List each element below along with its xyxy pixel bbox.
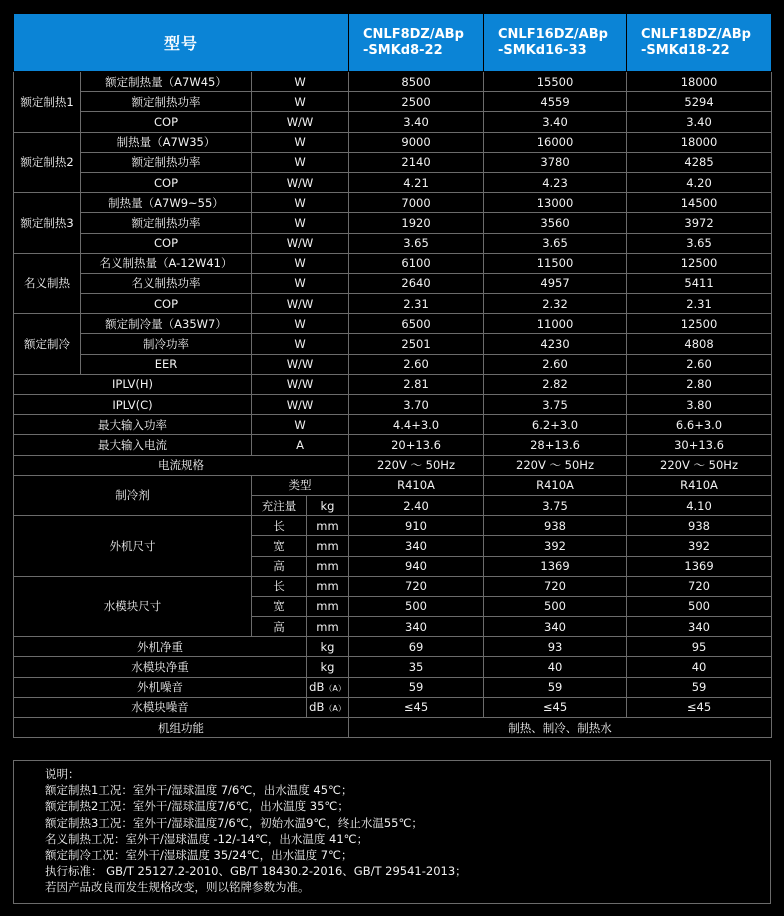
value-cell: ≤45 — [627, 697, 772, 717]
value-cell: 4808 — [627, 334, 772, 354]
value-cell: 3.75 — [484, 395, 627, 415]
spec-row — [14, 72, 772, 92]
unit-cell: W/W — [252, 374, 349, 394]
value-cell: 9000 — [349, 132, 484, 152]
unit-cell: W/W — [252, 354, 349, 374]
item-label: 额定制冷量（A35W7） — [81, 314, 252, 334]
value-cell: 720 — [349, 576, 484, 596]
value-cell: 392 — [627, 536, 772, 556]
item-label: 额定制热功率 — [81, 152, 252, 172]
unit-cell: mm — [307, 536, 349, 556]
value-cell: 2.31 — [349, 294, 484, 314]
spec-row — [14, 718, 772, 738]
value-cell: 4.10 — [627, 495, 772, 515]
sub-label: 高 — [252, 556, 307, 576]
spec-row — [14, 435, 772, 455]
item-label: 机组功能 — [14, 718, 349, 738]
value-cell: 59 — [484, 677, 627, 697]
unit-cell: W — [252, 72, 349, 92]
item-label: EER — [81, 354, 252, 374]
sub-label: 长 — [252, 576, 307, 596]
value-cell: 16000 — [484, 132, 627, 152]
value-cell: 3.65 — [627, 233, 772, 253]
value-cell: 500 — [484, 596, 627, 616]
value-cell: 4285 — [627, 152, 772, 172]
item-label: 水模块噪音 — [14, 697, 307, 717]
value-cell: R410A — [349, 475, 484, 495]
item-label: COP — [81, 233, 252, 253]
unit-cell: W — [252, 253, 349, 273]
model-name: CNLF16DZ/ABp -SMKd16-33 — [484, 14, 627, 72]
value-cell: 3972 — [627, 213, 772, 233]
unit-cell: mm — [307, 596, 349, 616]
unit-cell: W/W — [252, 294, 349, 314]
group-label: 额定制热2 — [14, 132, 81, 193]
unit-cell: mm — [307, 516, 349, 536]
note-line: 额定制冷工况：室外干/湿球温度 35/24℃，出水温度 7℃； — [45, 848, 353, 863]
value-cell: 6.2+3.0 — [484, 415, 627, 435]
header-row — [14, 14, 772, 72]
unit-subscript: （A） — [324, 684, 346, 694]
spec-row — [14, 253, 772, 273]
value-cell: ≤45 — [484, 697, 627, 717]
value-cell: 720 — [627, 576, 772, 596]
spec-row — [14, 132, 772, 152]
item-label: 额定制热功率 — [81, 213, 252, 233]
spec-row — [14, 294, 772, 314]
value-cell: 69 — [349, 637, 484, 657]
value-cell: 8500 — [349, 72, 484, 92]
unit-cell — [307, 637, 349, 657]
spec-row — [14, 475, 772, 495]
item-label: 水模块净重 — [14, 657, 307, 677]
value-cell: 2500 — [349, 92, 484, 112]
unit-cell: W — [252, 213, 349, 233]
spec-row — [14, 152, 772, 172]
value-cell: 2.60 — [627, 354, 772, 374]
item-label: 外机噪音 — [14, 677, 307, 697]
value-cell: 7000 — [349, 193, 484, 213]
value-cell: ≤45 — [349, 697, 484, 717]
group-label: 额定制热3 — [14, 193, 81, 254]
value-cell: 2.80 — [627, 374, 772, 394]
unit-cell: mm — [307, 617, 349, 637]
value-cell: 40 — [627, 657, 772, 677]
unit-cell: kg — [307, 495, 349, 515]
value-cell: 59 — [627, 677, 772, 697]
unit-cell: W/W — [252, 395, 349, 415]
sub-label: 类型 — [252, 475, 349, 495]
value-cell: 4.23 — [484, 172, 627, 192]
value-cell: 220V ～ 50Hz — [627, 455, 772, 475]
value-cell: 3.40 — [627, 112, 772, 132]
item-label: 额定制热量（A7W45） — [81, 72, 252, 92]
spec-row — [14, 233, 772, 253]
spec-row — [14, 213, 772, 233]
item-label: IPLV(H) — [14, 374, 252, 394]
value-cell: 2.60 — [484, 354, 627, 374]
unit-cell: W/W — [252, 172, 349, 192]
value-cell: 3.40 — [484, 112, 627, 132]
value-cell: 340 — [349, 617, 484, 637]
notes-title: 说明： — [45, 767, 80, 781]
value-cell: 2501 — [349, 334, 484, 354]
item-label: 名义制热功率 — [81, 273, 252, 293]
notes-box — [13, 760, 771, 904]
spec-row — [14, 657, 772, 677]
unit-text: dB — [309, 680, 325, 695]
item-label: 最大输入电流 — [14, 435, 252, 455]
model-name: CNLF18DZ/ABp -SMKd18-22 — [627, 14, 772, 72]
group-label: 额定制冷 — [14, 314, 81, 375]
value-cell: 13000 — [484, 193, 627, 213]
value-cell: 制热、制冷、制热水 — [349, 718, 772, 738]
value-cell: 6.6+3.0 — [627, 415, 772, 435]
value-cell: 5411 — [627, 273, 772, 293]
group-label: 水模块尺寸 — [14, 576, 252, 637]
value-cell: 3.80 — [627, 395, 772, 415]
spec-row — [14, 112, 772, 132]
notes-content — [45, 766, 467, 896]
spec-table — [13, 13, 772, 738]
value-cell: 220V ～ 50Hz — [484, 455, 627, 475]
value-cell: 340 — [349, 536, 484, 556]
unit-cell — [307, 697, 349, 717]
unit-subscript: （A） — [324, 704, 346, 714]
value-cell: 1369 — [484, 556, 627, 576]
spec-row — [14, 374, 772, 394]
value-cell: 40 — [484, 657, 627, 677]
spec-row — [14, 637, 772, 657]
value-cell: 95 — [627, 637, 772, 657]
spec-row — [14, 273, 772, 293]
value-cell: 938 — [484, 516, 627, 536]
value-cell: 28+13.6 — [484, 435, 627, 455]
value-cell: 2.40 — [349, 495, 484, 515]
value-cell: 4230 — [484, 334, 627, 354]
spec-row — [14, 516, 772, 536]
unit-cell — [307, 657, 349, 677]
sub-label: 充注量 — [252, 495, 307, 515]
value-cell: 30+13.6 — [627, 435, 772, 455]
value-cell: 3560 — [484, 213, 627, 233]
value-cell: R410A — [484, 475, 627, 495]
item-label: 电流规格 — [14, 455, 349, 475]
value-cell: 14500 — [627, 193, 772, 213]
item-label: 名义制热量（A-12W41） — [81, 253, 252, 273]
value-cell: 18000 — [627, 132, 772, 152]
model-header: 型号 — [14, 14, 349, 72]
spec-row — [14, 395, 772, 415]
unit-cell — [307, 677, 349, 697]
value-cell: 2140 — [349, 152, 484, 172]
item-label: IPLV(C) — [14, 395, 252, 415]
value-cell: 11000 — [484, 314, 627, 334]
value-cell: 3.65 — [349, 233, 484, 253]
value-cell: 2640 — [349, 273, 484, 293]
spec-row — [14, 415, 772, 435]
value-cell: 340 — [627, 617, 772, 637]
unit-text: kg — [320, 639, 335, 654]
item-label: COP — [81, 294, 252, 314]
unit-cell: W — [252, 334, 349, 354]
unit-cell: W — [252, 314, 349, 334]
unit-cell: W — [252, 152, 349, 172]
item-label: 额定制热功率 — [81, 92, 252, 112]
value-cell: 938 — [627, 516, 772, 536]
item-label: COP — [81, 172, 252, 192]
value-cell: 940 — [349, 556, 484, 576]
value-cell: 12500 — [627, 253, 772, 273]
value-cell: 1369 — [627, 556, 772, 576]
value-cell: 20+13.6 — [349, 435, 484, 455]
value-cell: 4957 — [484, 273, 627, 293]
item-label: 最大输入功率 — [14, 415, 252, 435]
value-cell: 500 — [627, 596, 772, 616]
sub-label: 长 — [252, 516, 307, 536]
value-cell: 3.70 — [349, 395, 484, 415]
spec-row — [14, 697, 772, 717]
value-cell: 910 — [349, 516, 484, 536]
value-cell: R410A — [627, 475, 772, 495]
value-cell: 2.82 — [484, 374, 627, 394]
value-cell: 35 — [349, 657, 484, 677]
value-cell: 4.4+3.0 — [349, 415, 484, 435]
value-cell: 15500 — [484, 72, 627, 92]
unit-cell: W — [252, 132, 349, 152]
value-cell: 11500 — [484, 253, 627, 273]
value-cell: 3780 — [484, 152, 627, 172]
note-line: 名义制热工况：室外干/湿球温度 -12/-14℃，出水温度 41℃； — [45, 831, 369, 846]
item-label: 外机净重 — [14, 637, 307, 657]
value-cell: 4559 — [484, 92, 627, 112]
spec-row — [14, 354, 772, 374]
value-cell: 3.75 — [484, 495, 627, 515]
sub-label: 高 — [252, 617, 307, 637]
value-cell: 3.65 — [484, 233, 627, 253]
spec-row — [14, 677, 772, 697]
value-cell: 1920 — [349, 213, 484, 233]
group-label: 外机尺寸 — [14, 516, 252, 577]
unit-cell: W — [252, 273, 349, 293]
unit-cell: W — [252, 193, 349, 213]
note-line: 额定制热3工况：室外干/湿球温度7/6℃，初始水温9℃，终止水温55℃； — [45, 815, 423, 830]
item-label: 制冷功率 — [81, 334, 252, 354]
group-label: 名义制热 — [14, 253, 81, 314]
value-cell: 2.60 — [349, 354, 484, 374]
spec-row — [14, 172, 772, 192]
spec-row — [14, 193, 772, 213]
value-cell: 6500 — [349, 314, 484, 334]
value-cell: 2.81 — [349, 374, 484, 394]
note-line: 额定制热2工况：室外干/湿球温度7/6℃，出水温度 35℃； — [45, 799, 349, 814]
value-cell: 4.20 — [627, 172, 772, 192]
unit-cell: W — [252, 415, 349, 435]
value-cell: 3.40 — [349, 112, 484, 132]
value-cell: 59 — [349, 677, 484, 697]
value-cell: 2.32 — [484, 294, 627, 314]
spec-row — [14, 334, 772, 354]
unit-cell: mm — [307, 576, 349, 596]
item-label: 制热量（A7W9~55） — [81, 193, 252, 213]
value-cell: 720 — [484, 576, 627, 596]
group-label: 额定制热1 — [14, 72, 81, 133]
unit-cell: W/W — [252, 112, 349, 132]
spec-row — [14, 314, 772, 334]
note-line: 额定制热1工况：室外干/湿球温度 7/6℃，出水温度 45℃； — [45, 783, 353, 798]
unit-text: dB — [309, 700, 325, 715]
spec-row — [14, 92, 772, 112]
unit-cell: mm — [307, 556, 349, 576]
spec-body — [14, 72, 772, 738]
value-cell: 93 — [484, 637, 627, 657]
unit-text: kg — [320, 660, 335, 675]
unit-cell: W — [252, 92, 349, 112]
note-line: 执行标准： GB/T 25127.2-2010、GB/T 18430.2-2016、GB/T 29541-2013； — [45, 864, 467, 879]
value-cell: 392 — [484, 536, 627, 556]
item-label: 制热量（A7W35） — [81, 132, 252, 152]
sub-label: 宽 — [252, 596, 307, 616]
value-cell: 500 — [349, 596, 484, 616]
value-cell: 12500 — [627, 314, 772, 334]
spec-row — [14, 455, 772, 475]
value-cell: 2.31 — [627, 294, 772, 314]
value-cell: 220V ～ 50Hz — [349, 455, 484, 475]
spec-row — [14, 576, 772, 596]
value-cell: 18000 — [627, 72, 772, 92]
value-cell: 5294 — [627, 92, 772, 112]
note-line: 若因产品改良而发生规格改变，则以铭牌参数为准。 — [45, 880, 310, 895]
model-name: CNLF8DZ/ABp -SMKd8-22 — [349, 14, 484, 72]
value-cell: 340 — [484, 617, 627, 637]
value-cell: 4.21 — [349, 172, 484, 192]
unit-cell: A — [252, 435, 349, 455]
group-label: 制冷剂 — [14, 475, 252, 515]
sub-label: 宽 — [252, 536, 307, 556]
item-label: COP — [81, 112, 252, 132]
value-cell: 6100 — [349, 253, 484, 273]
unit-cell: W/W — [252, 233, 349, 253]
